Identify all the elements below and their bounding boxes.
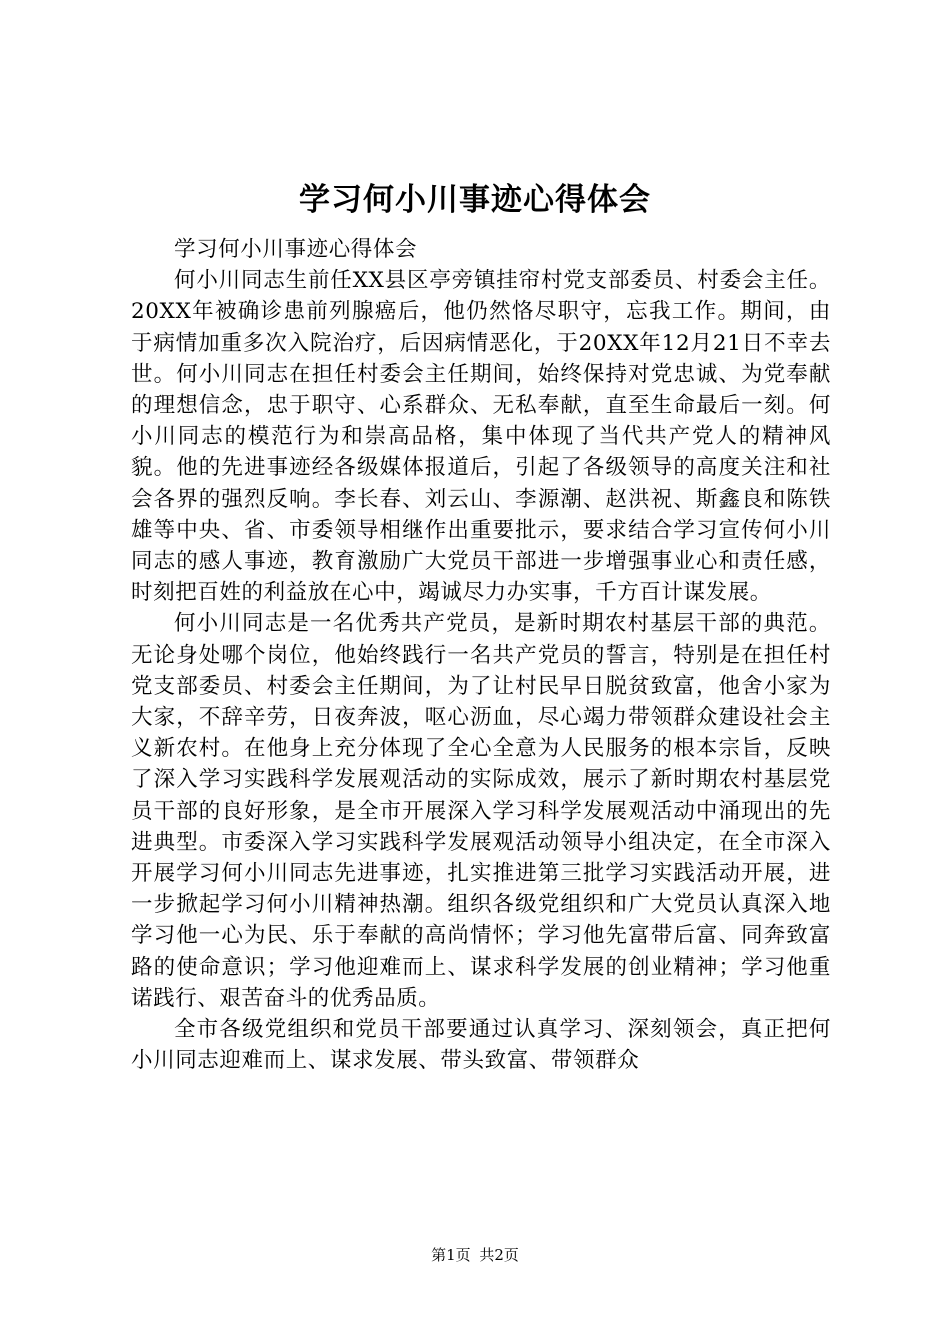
page-total: 共2页 xyxy=(479,1246,519,1264)
page-footer xyxy=(0,1245,950,1265)
page-number: 第1页 xyxy=(431,1246,471,1264)
paragraph-1: 何小川同志生前任XX县区亭旁镇挂帘村党支部委员、村委会主任。20XX年被确诊患前列腺癌后，他仍然恪尽职守，忘我工作。期间，由于病情加重多次入院治疗，后因病情恶化，于20XX年12月21日不幸去世。何小川同志在担任村委会主任期间，始终保持对党忠诚、为党奉献的理想信念，忠于职守、心系群众、无私奉献，直至生命最后一刻。何小川同志的模范行为和崇高品格，集中体现了当代共产党人的精神风貌。他的先进事迹经各级媒体报道后，引起了各级领导的高度关注和社会各界的强烈反响。李长春、刘云山、李源潮、赵洪祝、斯鑫良和陈铁雄等中央、省、市委领导相继作出重要批示，要求结合学习宣传何小川同志的感人事迹，教育激励广大党员干部进一步增强事业心和责任感，时刻把百姓的利益放在心中，竭诚尽力办实事，千方百计谋发展。 xyxy=(131,268,831,606)
paragraph-2: 何小川同志是一名优秀共产党员，是新时期农村基层干部的典范。无论身处哪个岗位，他始终践行一名共产党员的誓言，特别是在担任村党支部委员、村委会主任期间，为了让村民早日脱贫致富，他舍小家为大家，不辞辛劳，日夜奔波，呕心沥血，尽心竭力带领群众建设社会主义新农村。在他身上充分体现了全心全意为人民服务的根本宗旨，反映了深入学习实践科学发展观活动的实际成效，展示了新时期农村基层党员干部的良好形象，是全市开展深入学习科学发展观活动中涌现出的先进典型。市委深入学习实践科学发展观活动领导小组决定，在全市深入开展学习何小川同志先进事迹，扎实推进第三批学习实践活动开展，进一步掀起学习何小川精神热潮。组织各级党组织和广大党员认真深入地学习他一心为民、乐于奉献的高尚情怀；学习他先富带后富、同奔致富路的使命意识；学习他迎难而上、谋求科学发展的创业精神；学习他重诺践行、艰苦奋斗的优秀品质。 xyxy=(131,611,831,1011)
paragraph-subtitle: 学习何小川事迹心得体会 xyxy=(174,237,418,262)
document-body xyxy=(131,234,831,1076)
paragraph-3: 全市各级党组织和党员干部要通过认真学习、深刻领会，真正把何小川同志迎难而上、谋求发展、带头致富、带领群众 xyxy=(131,1017,831,1074)
document-title: 学习何小川事迹心得体会 xyxy=(299,182,651,218)
